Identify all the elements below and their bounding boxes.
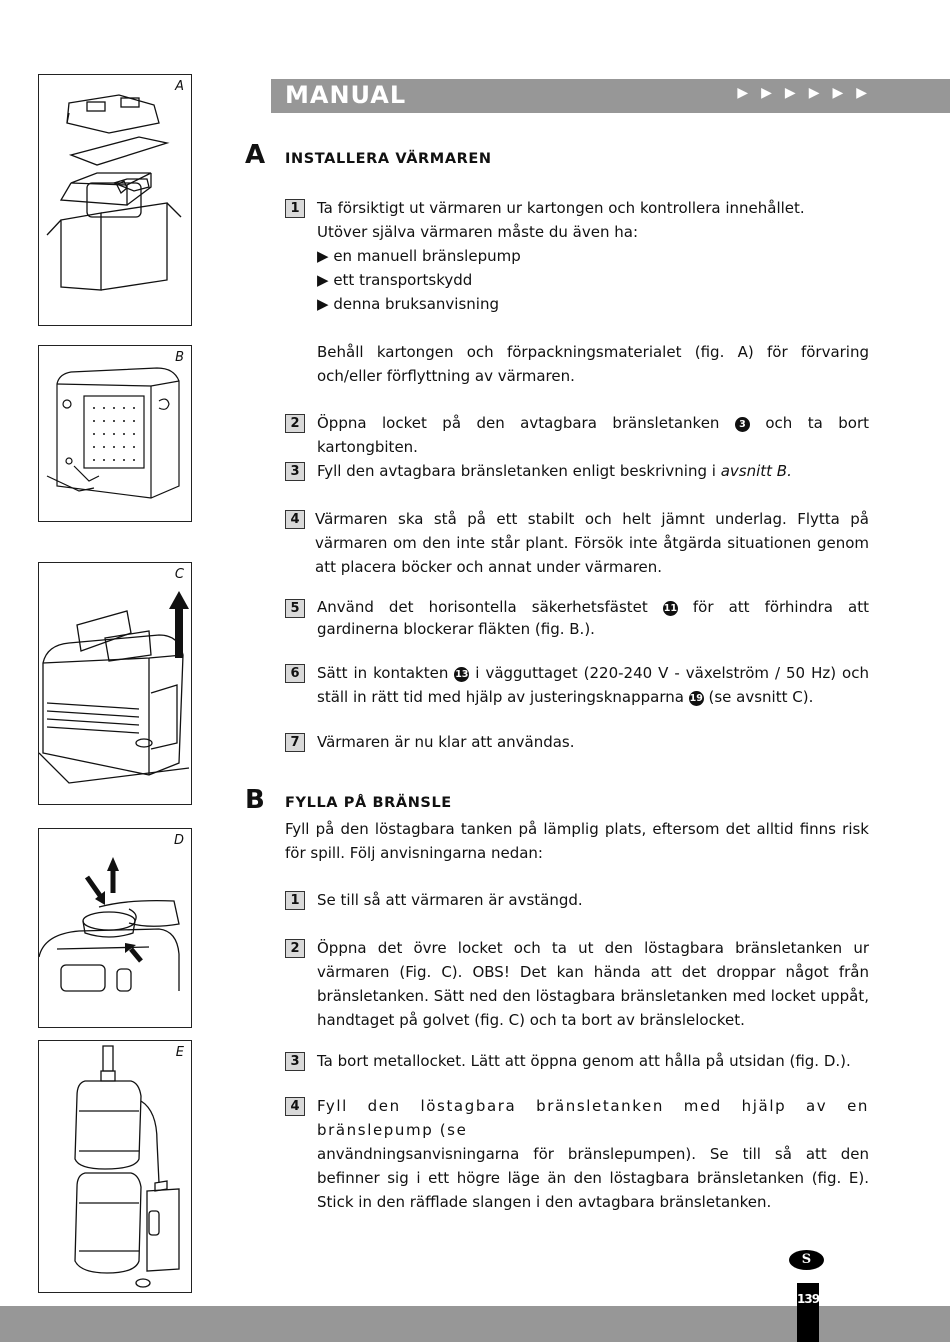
step-a7-text: Värmaren är nu klar att användas. — [317, 733, 575, 751]
ref-marker-3: 3 — [735, 417, 750, 432]
step-number: 4 — [285, 510, 305, 529]
figure-e-label: E — [175, 1045, 184, 1060]
step-number: 5 — [285, 599, 305, 618]
figure-b — [38, 345, 192, 522]
step-a6-text: Sätt in kontakten 13 i vägguttaget (220-240 V - växelström / 50 Hz) och ställ in rätt tid med hjälp av justeringsknapparna 19 (se avsnitt C). — [317, 664, 869, 706]
step-a2-text: Öppna locket på den avtagbara bränsletanken 3 och ta bort kartongbiten. — [317, 414, 869, 456]
bullet-arrow-icon: ▶ — [317, 271, 334, 289]
step-b4-rest: användningsanvisningarna för bränslepumpen). Se till så att den befinner sig i ett högre läge än den löstagbara bränsletanken (fig. E). Stick in den räfflade slangen i den avtagbara bränsletanken. — [317, 1145, 869, 1211]
figure-c-illustration — [39, 563, 191, 804]
header-arrows: ▶▶▶▶▶▶ — [737, 85, 880, 101]
step-number: 6 — [285, 664, 305, 683]
step-a1-line: Utöver själva värmaren måste du även ha: — [317, 223, 638, 241]
figure-a-label: A — [175, 79, 184, 94]
step-b1-text: Se till så att värmaren är avstängd. — [317, 891, 583, 909]
section-b-intro: Fyll på den löstagbara tanken på lämplig plats, eftersom det alltid finns risk för spill. Följ anvisningarna nedan: — [285, 820, 869, 862]
step-a1-line: Ta försiktigt ut värmaren ur kartongen och kontrollera innehållet. — [317, 199, 805, 217]
figure-d-label: D — [173, 833, 184, 848]
figure-a — [38, 74, 192, 326]
figure-b-illustration — [39, 346, 191, 521]
step-number: 2 — [285, 414, 305, 433]
step-a1-text — [317, 196, 869, 388]
language-badge: S — [789, 1250, 824, 1270]
step-b3-text: Ta bort metallocket. Lätt att öppna genom att hålla på utsidan (fig. D.). — [317, 1052, 851, 1070]
section-a-title: INSTALLERA VÄRMAREN — [285, 151, 492, 167]
step-a1-note: Behåll kartongen och förpackningsmaterialet (fig. A) för förvaring och/eller förflyttning av värmaren. — [317, 343, 869, 385]
ref-marker-19: 19 — [689, 693, 703, 704]
bullet-item: ▶ en manuell bränslepump — [317, 247, 521, 265]
step-number: 7 — [285, 733, 305, 752]
section-a-letter: A — [245, 140, 266, 170]
step-b4-text — [317, 1094, 869, 1214]
bullet-item: ▶ denna bruksanvisning — [317, 295, 499, 313]
ref-marker-13: 13 — [455, 669, 469, 680]
step-b4-first-line: Fyll den löstagbara bränsletanken med hjälp av en bränslepump (se — [317, 1097, 869, 1139]
page-number: 139 — [797, 1292, 820, 1306]
figure-a-illustration — [39, 75, 191, 325]
manual-header-bar — [271, 79, 950, 113]
step-number: 4 — [285, 1097, 305, 1116]
bullet-arrow-icon: ▶ — [317, 247, 334, 265]
bullet-arrow-icon: ▶ — [317, 295, 334, 313]
step-number: 3 — [285, 462, 305, 481]
figure-d-illustration — [39, 829, 191, 1027]
figure-b-label: B — [175, 350, 184, 365]
figure-e-illustration — [39, 1041, 191, 1292]
step-a4-text: Värmaren ska stå på ett stabilt och helt jämnt underlag. Flytta på värmaren om den inte står plant. Försök inte åtgärda situationen genom att placera böcker och annat under värmaren. — [315, 510, 869, 576]
page-title: MANUAL — [285, 81, 407, 109]
bullet-item: ▶ ett transportskydd — [317, 271, 473, 289]
figure-d — [38, 828, 192, 1028]
ref-marker-11: 11 — [663, 603, 677, 614]
section-b-letter: B — [245, 785, 265, 815]
step-number: 2 — [285, 939, 305, 958]
step-number: 1 — [285, 199, 305, 218]
figure-e — [38, 1040, 192, 1293]
section-b-title: FYLLA PÅ BRÄNSLE — [285, 795, 452, 811]
step-b2-text: Öppna det övre locket och ta ut den löstagbara bränsletanken ur värmaren (Fig. C). OBS! Det kan hända att det droppar något från bränsletanken. Sätt ned den löstagbara bränsletanken med locket uppåt, handtaget på golvet (fig. C) och ta bort av bränslelocket. — [317, 939, 869, 1029]
figure-c — [38, 562, 192, 805]
step-number: 3 — [285, 1052, 305, 1071]
figure-c-label: C — [174, 567, 184, 582]
step-a3-text: Fyll den avtagbara bränsletanken enligt beskrivning i avsnitt B. — [317, 462, 792, 480]
step-number: 1 — [285, 891, 305, 910]
step-a5-text: Använd det horisontella säkerhetsfästet 11 för att förhindra att gardinerna blockerar fläkten (fig. B.). — [317, 598, 869, 638]
